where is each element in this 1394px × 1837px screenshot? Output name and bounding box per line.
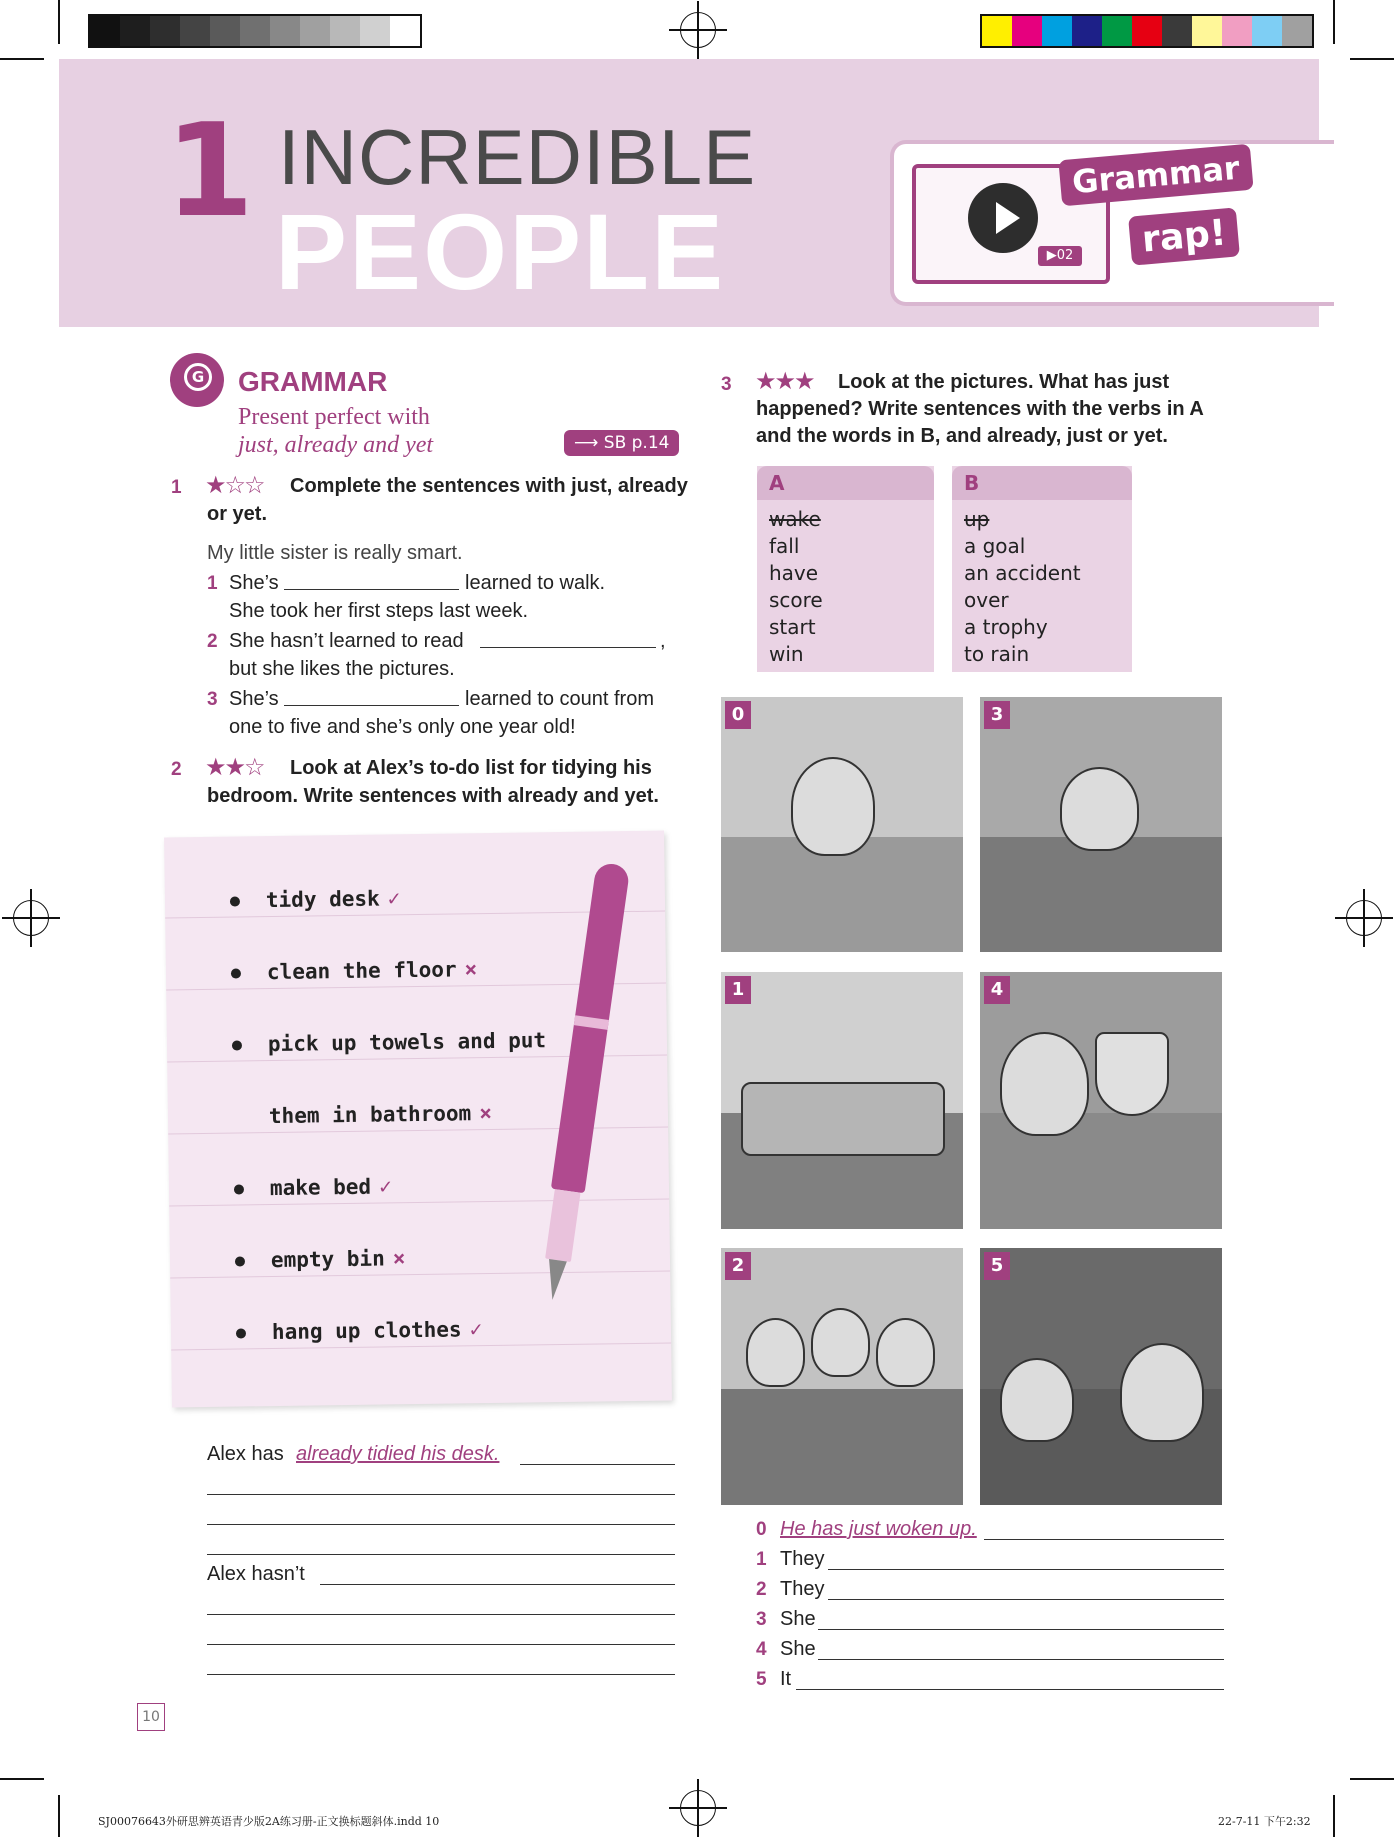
picture-team-scoring-goal [721, 1248, 963, 1505]
word-item: wake [769, 507, 821, 531]
bullet-icon [230, 896, 240, 906]
todo-item [230, 886, 401, 912]
ex2-answer-line[interactable] [207, 1674, 675, 1675]
calibration-swatch [982, 16, 1012, 46]
word-box-a [757, 466, 934, 672]
ex1-answer-blank[interactable] [284, 589, 459, 590]
calibration-swatch [1102, 16, 1132, 46]
todo-text: tidy desk [265, 886, 380, 913]
word-item: have [769, 561, 819, 585]
ex1-item-text: but she likes the pictures. [229, 658, 455, 680]
grammar-rap-label: Grammar [1058, 144, 1253, 207]
calibration-swatch [1132, 16, 1162, 46]
grammar-magnifier-icon [170, 353, 224, 407]
picture-label: 2 [725, 1252, 751, 1280]
word-box-b-list [952, 500, 1132, 668]
todo-item [232, 1028, 546, 1056]
exercise-1-instruction-line2: or yet. [207, 503, 268, 525]
word-item: to rain [964, 642, 1030, 666]
ex1-item-text: She hasn’t learned to read [229, 630, 464, 652]
calibration-swatch [90, 16, 120, 46]
ex3-answer-number: 4 [756, 1639, 767, 1660]
ex1-item-text: , [660, 630, 666, 652]
ex2-answer-line[interactable] [207, 1524, 675, 1525]
ex1-item-number: 2 [207, 631, 218, 652]
bullet-icon [231, 968, 241, 978]
ex2-answer-line[interactable] [320, 1584, 675, 1585]
video-track-tag: ▶02 [1038, 246, 1082, 266]
exercise-2-instruction-line1: Look at Alex’s to-do list for tidying his [290, 757, 652, 779]
tick-icon: ✓ [469, 1317, 483, 1342]
student-book-reference: ⟶ SB p.14 [564, 430, 679, 456]
exercise-3-instruction-line2: happened? Write sentences with the verbs in A [756, 398, 1204, 420]
ex2-answer-line[interactable] [207, 1614, 675, 1615]
word-item: a goal [964, 534, 1026, 558]
color-calibration-bar [980, 14, 1314, 48]
picture-girl-falling-over [980, 697, 1222, 952]
calibration-swatch [1012, 16, 1042, 46]
word-item: an accident [964, 561, 1081, 585]
bullet-icon [236, 1328, 246, 1338]
exercise-3-difficulty-stars: ★★★ [755, 367, 814, 395]
word-box-b-title: B [952, 466, 1132, 500]
picture-girl-winning-trophy [980, 972, 1222, 1229]
calibration-swatch [1282, 16, 1312, 46]
ex3-answer-number: 3 [756, 1609, 767, 1630]
ex3-answer-number: 5 [756, 1669, 767, 1690]
todo-text: clean the floor [266, 957, 457, 985]
crop-mark [1333, 1795, 1335, 1837]
cross-icon: × [479, 1100, 493, 1126]
rap-label: rap! [1128, 207, 1240, 265]
calibration-swatch [1072, 16, 1102, 46]
bullet-icon [234, 1184, 244, 1194]
ex3-answer-line[interactable] [828, 1599, 1224, 1600]
picture-car-accident [721, 972, 963, 1229]
ex3-answer-number: 2 [756, 1579, 767, 1600]
unit-number: 1 [165, 97, 255, 246]
registration-mark-right [1346, 900, 1382, 936]
calibration-swatch [1042, 16, 1072, 46]
crop-mark [1350, 58, 1394, 60]
picture-boy-waking-up [721, 697, 963, 952]
calibration-swatch [390, 16, 420, 46]
ex3-answer-start: She [780, 1638, 816, 1660]
exercise-3-number: 3 [721, 374, 732, 395]
exercise-2-instruction-line2: bedroom. Write sentences with already and yet. [207, 785, 659, 807]
ex2-answer-start: Alex hasn’t [207, 1563, 305, 1585]
picture-label: 4 [984, 976, 1010, 1004]
exercise-1-instruction-line1: Complete the sentences with just, already [290, 475, 688, 497]
play-icon[interactable] [968, 183, 1038, 253]
ex3-answer-start: It [780, 1668, 792, 1690]
word-item: score [769, 588, 823, 612]
ex1-item-text: one to five and she’s only one year old! [229, 716, 576, 738]
crop-mark [58, 0, 60, 44]
crop-mark [1350, 1778, 1394, 1780]
exercise-1-difficulty-stars: ★☆☆ [205, 471, 264, 499]
word-item: win [769, 642, 804, 666]
unit-title-line1: INCREDIBLE [278, 113, 757, 201]
ex1-answer-blank[interactable] [284, 705, 459, 706]
crop-mark [1333, 0, 1335, 44]
todo-text: them in bathroom [268, 1101, 472, 1129]
ex3-answer-line[interactable] [818, 1659, 1224, 1660]
ex3-answer-number: 0 [756, 1519, 767, 1540]
ex2-answer-line[interactable] [207, 1494, 675, 1495]
todo-text: hang up clothes [271, 1317, 462, 1345]
ex3-answer-line[interactable] [818, 1629, 1224, 1630]
exercise-3-instruction-line3: and the words in B, and already, just or yet. [756, 425, 1168, 447]
word-item: a trophy [964, 615, 1048, 639]
calibration-swatch [300, 16, 330, 46]
ex2-answer-start: Alex has [207, 1443, 284, 1465]
grammar-heading: GRAMMAR [238, 366, 388, 397]
print-footer-left: SJ00076643外研思辨英语青少版2A练习册-正文换标题斜体.indd 10 [98, 1815, 440, 1828]
calibration-swatch [360, 16, 390, 46]
picture-label: 0 [725, 701, 751, 729]
word-item: fall [769, 534, 800, 558]
calibration-swatch [1192, 16, 1222, 46]
registration-mark-left [13, 900, 49, 936]
ex1-item-text: She’s [229, 688, 279, 710]
crop-mark [58, 1795, 60, 1837]
exercise-2-number: 2 [171, 759, 182, 780]
registration-mark-top [680, 12, 716, 48]
word-item: over [964, 588, 1009, 612]
cross-icon: × [464, 957, 478, 982]
todo-text: empty bin [270, 1246, 385, 1273]
crop-mark [0, 1778, 44, 1780]
calibration-swatch [270, 16, 300, 46]
calibration-swatch [1162, 16, 1192, 46]
todo-item [269, 1101, 492, 1128]
picture-starting-to-rain [980, 1248, 1222, 1505]
ex3-answer-line[interactable] [828, 1569, 1224, 1570]
word-item: start [769, 615, 816, 639]
calibration-swatch [240, 16, 270, 46]
picture-label: 5 [984, 1252, 1010, 1280]
print-footer-right: 22-7-11 下午2:32 [1218, 1815, 1311, 1828]
word-box-a-title: A [757, 466, 934, 500]
ex1-item-text: learned to walk. [465, 572, 606, 594]
ex3-answer-line[interactable] [984, 1539, 1224, 1540]
todo-item [234, 1174, 392, 1200]
todo-text: make bed [269, 1174, 372, 1201]
calibration-swatch [1252, 16, 1282, 46]
exercise-1-intro: My little sister is really smart. [207, 542, 463, 564]
ex3-answer-line[interactable] [796, 1689, 1224, 1690]
registration-mark-bottom [680, 1790, 716, 1826]
calibration-swatch [1222, 16, 1252, 46]
calibration-swatch [330, 16, 360, 46]
ex1-answer-blank[interactable] [480, 647, 656, 648]
ex1-item-number: 3 [207, 689, 218, 710]
todo-item [235, 1246, 406, 1272]
ex2-answer-line[interactable] [207, 1554, 675, 1555]
calibration-swatch [120, 16, 150, 46]
crop-mark [0, 58, 44, 60]
grammar-subheading-line1: Present perfect with [238, 404, 430, 430]
picture-label: 1 [725, 976, 751, 1004]
ex1-item-text: learned to count from [465, 688, 654, 710]
ex2-answer-line[interactable] [520, 1464, 675, 1465]
word-box-b [952, 466, 1132, 672]
bullet-icon [235, 1256, 245, 1266]
ex1-item-number: 1 [207, 573, 218, 594]
grammar-subheading-line2: just, already and yet [238, 432, 434, 458]
tick-icon: ✓ [387, 886, 401, 911]
grayscale-calibration-bar [88, 14, 422, 48]
todo-item [236, 1317, 483, 1344]
calibration-swatch [180, 16, 210, 46]
page-number: 10 [137, 1703, 165, 1731]
ex3-answer-number: 1 [756, 1549, 767, 1570]
bullet-icon [232, 1040, 242, 1050]
ex1-item-text: She’s [229, 572, 279, 594]
picture-label: 3 [984, 701, 1010, 729]
exercise-3-instruction-line1: Look at the pictures. What has just [838, 371, 1170, 393]
ex2-answer-line[interactable] [207, 1644, 675, 1645]
todo-text: pick up towels and put [267, 1028, 547, 1057]
todo-item [231, 957, 478, 984]
exercise-2-difficulty-stars: ★★☆ [205, 753, 264, 781]
ex3-example-answer: He has just woken up. [780, 1518, 977, 1540]
ex3-answer-start: She [780, 1608, 816, 1630]
word-box-a-list [757, 500, 934, 668]
tick-icon: ✓ [378, 1174, 392, 1199]
cross-icon: × [392, 1246, 406, 1271]
ex3-answer-start: They [780, 1548, 825, 1570]
exercise-1-number: 1 [171, 477, 182, 498]
ex1-item-text: She took her first steps last week. [229, 600, 529, 622]
unit-title-line2: PEOPLE [275, 191, 726, 312]
ex2-example-answer: already tidied his desk. [296, 1443, 500, 1465]
calibration-swatch [150, 16, 180, 46]
ex3-answer-start: They [780, 1578, 825, 1600]
word-item: up [964, 507, 990, 531]
calibration-swatch [210, 16, 240, 46]
